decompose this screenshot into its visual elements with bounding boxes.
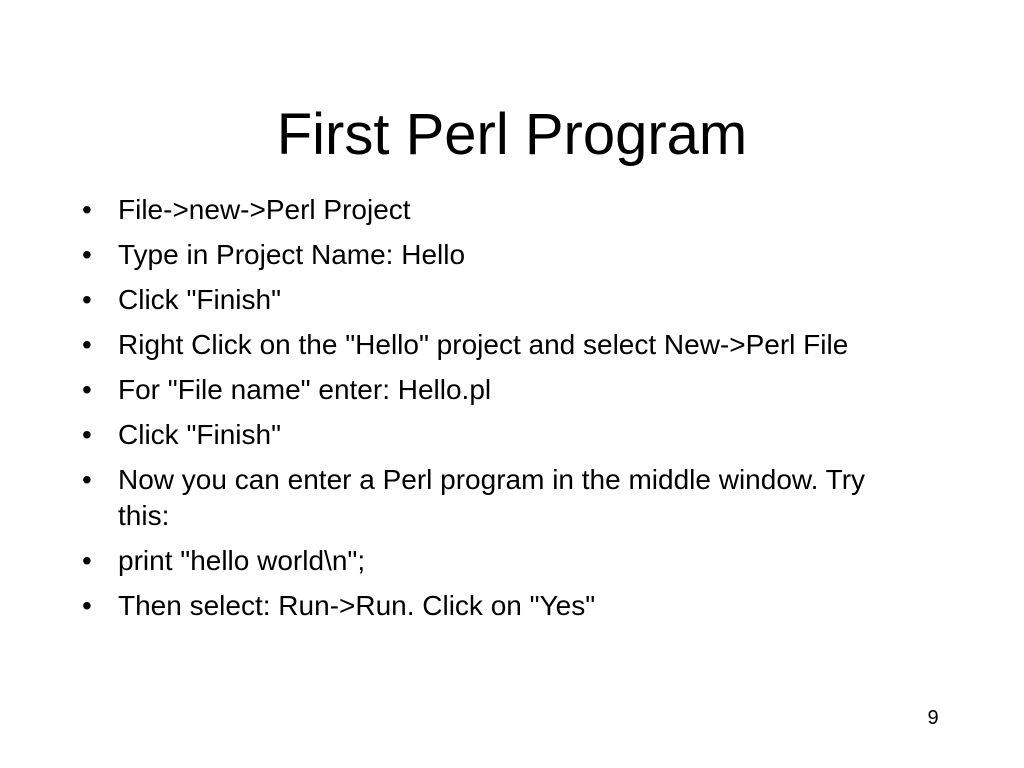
bullet-icon: • <box>82 419 92 450</box>
bullet-icon: • <box>82 284 92 315</box>
bullet-item <box>76 282 896 318</box>
bullet-icon: • <box>82 374 92 405</box>
bullet-text: Now you can enter a Perl program in the middle window. Try this: <box>118 464 866 531</box>
bullet-text: Type in Project Name: Hello <box>118 239 466 270</box>
bullet-icon: • <box>82 545 92 576</box>
bullet-text: For "File name" enter: Hello.pl <box>118 374 492 405</box>
bullet-item <box>76 462 896 534</box>
bullet-item <box>76 372 896 408</box>
bullet-icon: • <box>82 329 92 360</box>
bullet-icon: • <box>82 590 92 621</box>
bullet-text: File->new->Perl Project <box>118 194 411 225</box>
bullet-text: Click "Finish" <box>118 419 282 450</box>
bullet-list <box>76 192 896 633</box>
bullet-icon: • <box>82 239 92 270</box>
bullet-item <box>76 237 896 273</box>
page-number: 9 <box>927 707 939 729</box>
bullet-item <box>76 192 896 228</box>
bullet-icon: • <box>82 194 92 225</box>
bullet-item <box>76 417 896 453</box>
bullet-icon: • <box>82 464 92 495</box>
bullet-text: Right Click on the "Hello" project and select New->Perl File <box>118 329 849 360</box>
bullet-text: print "hello world\n"; <box>118 545 366 576</box>
bullet-item <box>76 588 896 624</box>
bullet-text: Then select: Run->Run. Click on "Yes" <box>118 590 596 621</box>
slide-title: First Perl Program <box>276 102 748 167</box>
bullet-item <box>76 543 896 579</box>
bullet-text: Click "Finish" <box>118 284 282 315</box>
bullet-item <box>76 327 896 363</box>
